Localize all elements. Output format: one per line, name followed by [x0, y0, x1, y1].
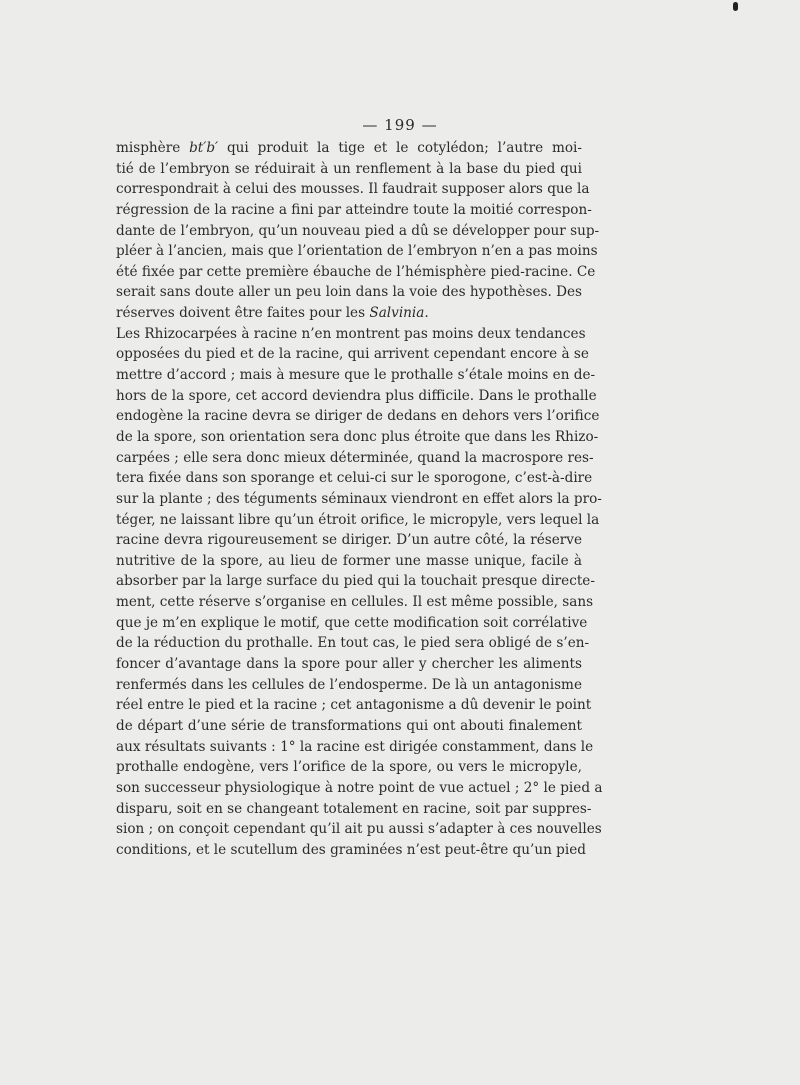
text-line: tera fixée dans son sporange et celui-ci sur le sporogone, c’est-à-dire	[116, 470, 593, 487]
text-line: sur la plante ; des téguments séminaux viendront en effet alors la pro-	[116, 490, 602, 507]
body-text	[116, 138, 603, 860]
text-line: hors de la spore, cet accord deviendra plus difficile. Dans le prothalle	[116, 387, 597, 404]
text-line: Les Rhizocarpées à racine n’en montrent pas moins deux tendances	[116, 325, 586, 342]
text-line: carpées ; elle sera donc mieux déterminée, quand la macrospore res-	[116, 449, 594, 466]
text-line: serait sans doute aller un peu loin dans la voie des hypothèses. Des	[116, 284, 583, 301]
text-line: racine devra rigoureusement se diriger. D’un autre côté, la réserve	[116, 532, 582, 549]
text-line: de la spore, son orientation sera donc plus étroite que dans les Rhizo-	[116, 428, 599, 445]
text-line: aux résultats suivants : 1° la racine est dirigée constamment, dans le	[116, 738, 594, 755]
text-line: correspondrait à celui des mousses. Il faudrait supposer alors que la	[116, 181, 590, 198]
text-line: renfermés dans les cellules de l’endosperme. De là un antagonisme	[116, 676, 582, 693]
text-line: dante de l’embryon, qu’un nouveau pied a dû se développer pour sup-	[116, 222, 600, 239]
text-line: de la réduction du prothalle. En tout cas, le pied sera obligé de s’en-	[116, 635, 590, 652]
text-line: absorber par la large surface du pied qui la touchait presque directe-	[116, 573, 595, 590]
text-line: tié de l’embryon se réduirait à un renflement à la base du pied qui	[116, 160, 582, 177]
text-line: téger, ne laissant libre qu’un étroit orifice, le micropyle, vers lequel la	[116, 511, 600, 528]
text-line: sion ; on conçoit cependant qu’il ait pu aussi s’adapter à ces nouvelles	[116, 821, 602, 838]
ink-spot	[733, 2, 738, 11]
text-line: conditions, et le scutellum des graminées n’est peut-être qu’un pied	[116, 841, 586, 858]
text-line: mettre d’accord ; mais à mesure que le prothalle s’étale moins en de-	[116, 367, 596, 384]
text-line: misphère bt′b′ qui produit la tige et le cotylédon; l’autre moi-	[116, 140, 582, 156]
text-line: été fixée par cette première ébauche de l’hémisphère pied-racine. Ce	[116, 263, 596, 280]
text-line: foncer d’avantage dans la spore pour aller y chercher les aliments	[116, 656, 582, 673]
text-line: son successeur physiologique à notre point de vue actuel ; 2° le pied a	[116, 779, 603, 796]
text-line: nutritive de la spore, au lieu de former une masse unique, facile à	[116, 552, 582, 569]
text-line: de départ d’une série de transformations qui ont abouti finalement	[116, 717, 582, 734]
text-line: opposées du pied et de la racine, qui arrivent cependant encore à se	[116, 346, 589, 363]
text-line: ment, cette réserve s’organise en cellules. Il est même possible, sans	[116, 594, 594, 611]
text-line: régression de la racine a fini par atteindre toute la moitié correspon-	[116, 201, 592, 218]
text-line: réserves doivent être faites pour les Salvinia.	[116, 305, 429, 322]
page-number: — 199 —	[362, 116, 438, 134]
text-line: réel entre le pied et la racine ; cet antagonisme a dû devenir le point	[116, 697, 592, 714]
text-line: que je m’en explique le motif, que cette modification soit corrélative	[116, 614, 588, 631]
text-line: prothalle endogène, vers l’orifice de la spore, ou vers le micropyle,	[116, 759, 582, 776]
text-line: pléer à l’ancien, mais que l’orientation de l’embryon n’en a pas moins	[116, 243, 598, 260]
text-line: endogène la racine devra se diriger de dedans en dehors vers l’orifice	[116, 408, 600, 425]
text-line: disparu, soit en se changeant totalement en racine, soit par suppres-	[116, 800, 592, 817]
